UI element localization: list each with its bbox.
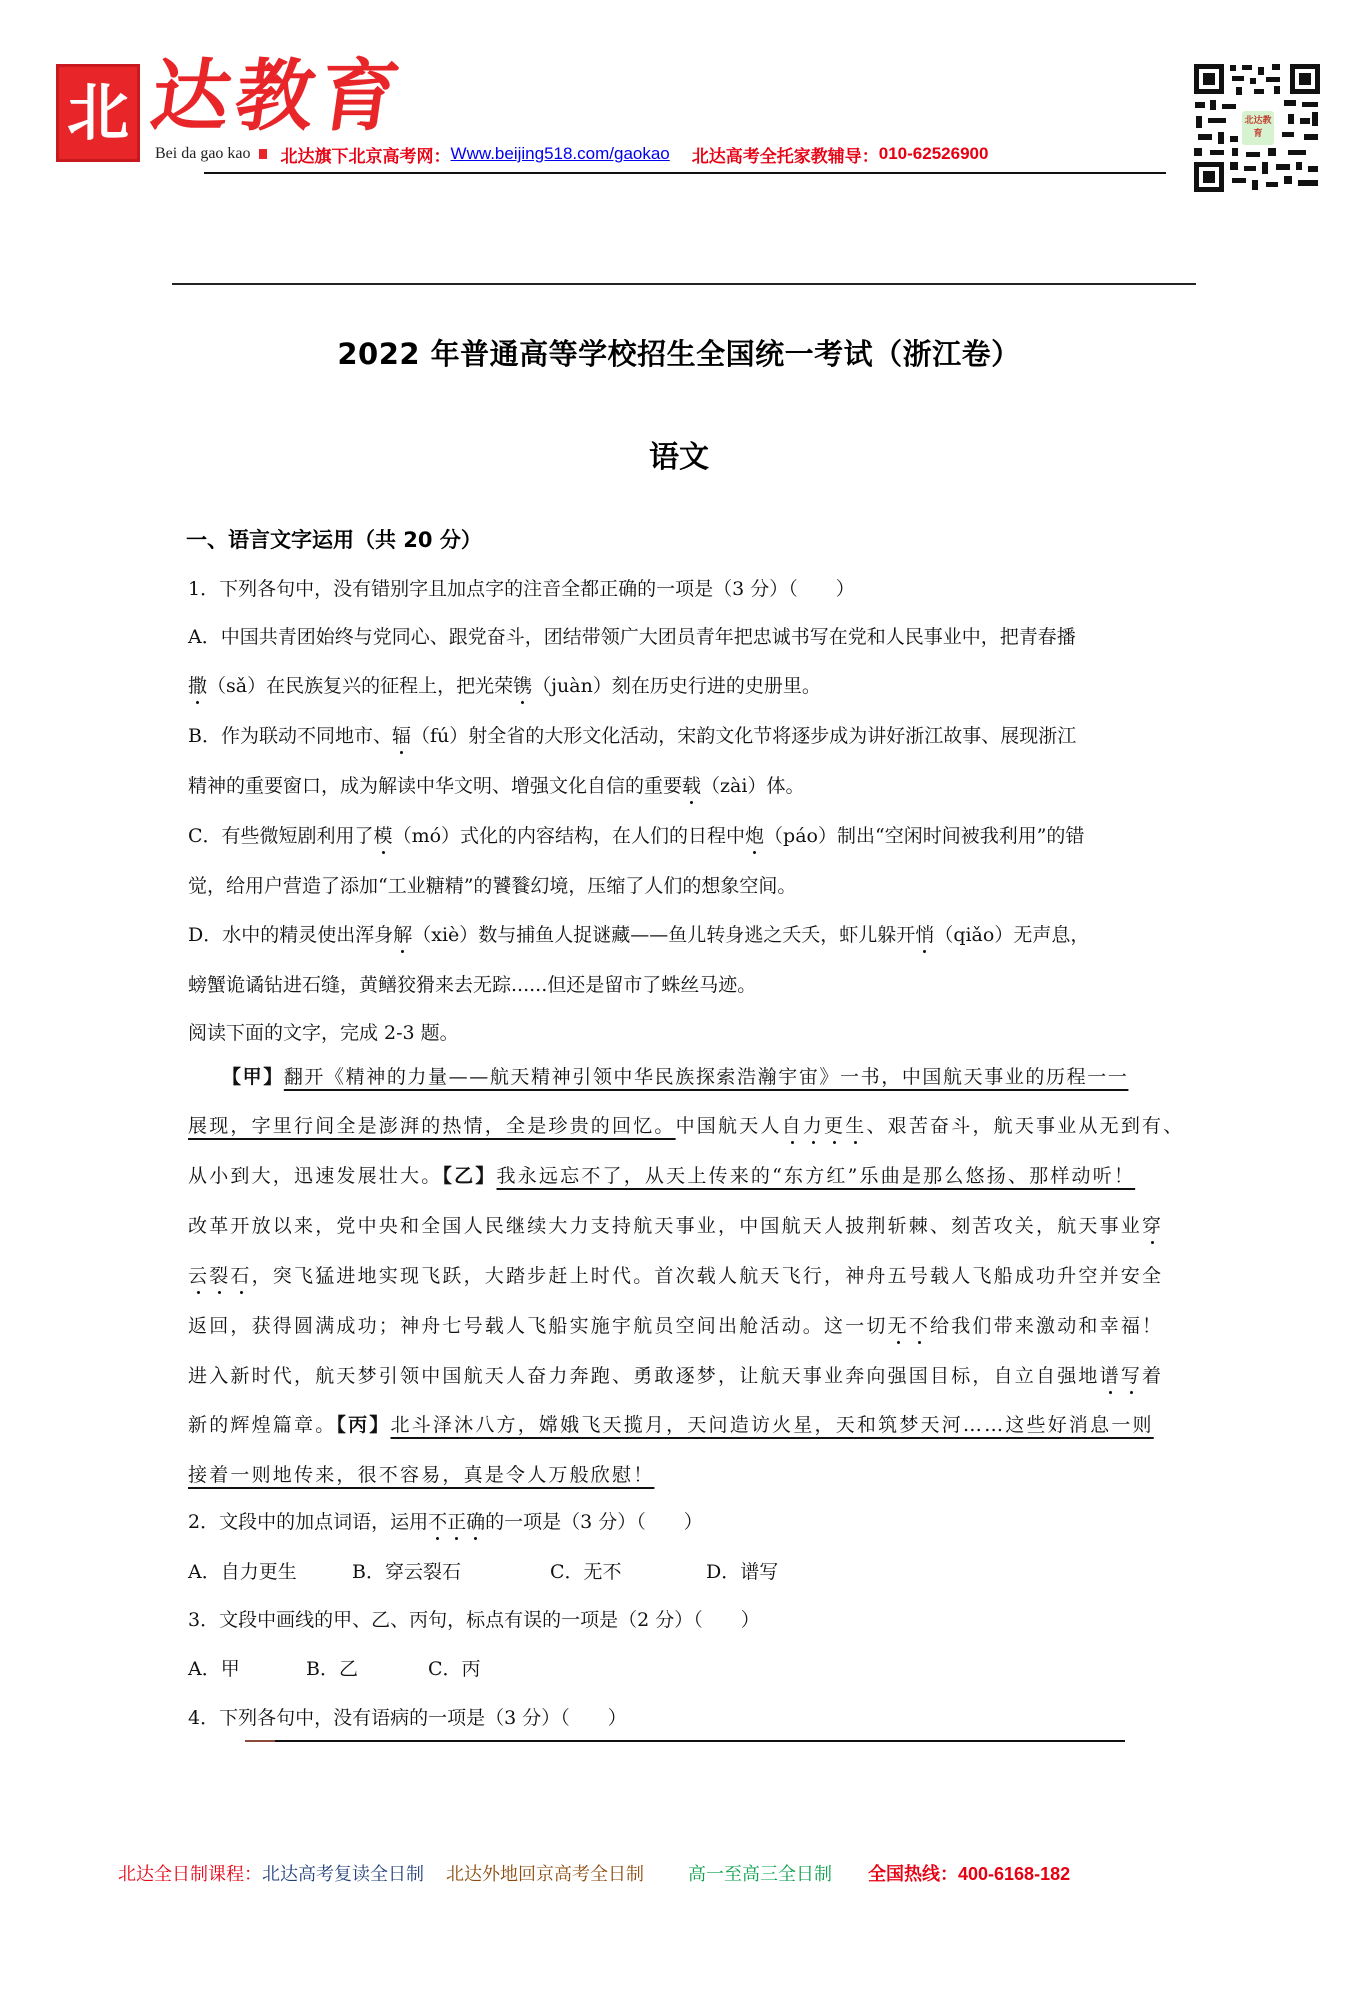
- header-tagline: [155, 142, 988, 166]
- passage-line-1: [222, 1063, 1128, 1091]
- q1-option-b-line2: [188, 772, 804, 800]
- text-segment: 从小到大，迅速发展壮大。: [188, 1165, 443, 1187]
- dotted-char: 裂: [209, 1265, 231, 1287]
- dotted-char: [428, 1511, 485, 1533]
- text-segment: ，突飞猛进地实现飞跃，大踏步赶上时代。首次载人航天飞行，神舟五号载人飞船成功升空并安全: [251, 1265, 1164, 1287]
- dotted-char: 无: [887, 1315, 909, 1337]
- text-segment: 进入新时代，航天梦引领中国航天人奋力奔跑、勇敢逐梦，让航天事业奔向强国目标，自立自强地: [188, 1365, 1100, 1387]
- dotted-char: 撒: [188, 675, 208, 697]
- text-segment: （zài）体。: [701, 775, 805, 797]
- passage-line-3: [188, 1162, 1135, 1190]
- passage-line-8: [188, 1411, 1154, 1439]
- dotted-char: 悄: [915, 924, 935, 946]
- bottom-divider: [275, 1740, 1125, 1742]
- dotted-char: 更: [824, 1115, 846, 1137]
- dotted-char: 穿: [1142, 1215, 1164, 1237]
- dotted-word-zili: [782, 1115, 867, 1137]
- qr-code-icon: [1192, 62, 1322, 194]
- logo-text: 达教育: [145, 51, 411, 142]
- passage-line-9: [188, 1461, 654, 1489]
- q1-option-d-line2: 螃蟹诡谲钻进石缝，黄鳝狡猾来去无踪......但还是留市了蛛丝马迹。: [188, 974, 757, 996]
- text-segment: 中国航天人: [675, 1115, 782, 1137]
- footer-course-1: 北达高考复读全日制: [262, 1864, 424, 1884]
- q3-option-c: C．丙: [428, 1658, 481, 1680]
- tutor-phone: 010-62526900: [878, 144, 989, 163]
- question-1-stem: 1．下列各句中，没有错别字且加点字的注音全都正确的一项是（3 分）（ ）: [188, 578, 855, 600]
- passage-line-7: [188, 1362, 1163, 1390]
- tag-yi: 【乙】: [442, 1165, 497, 1187]
- q1-option-b-line1: [188, 722, 1076, 750]
- q1-option-a-line2: [188, 672, 821, 700]
- logo-char: 北: [66, 76, 129, 149]
- q3-option-b: B．乙: [306, 1658, 358, 1680]
- q2-option-d: D．谱写: [706, 1561, 779, 1583]
- question-3-stem: 3．文段中画线的甲、乙、丙句，标点有误的一项是（2 分）（ ）: [188, 1609, 760, 1631]
- dotted-char: 确: [466, 1511, 486, 1533]
- exam-title: 2022 年普通高等学校招生全国统一考试（浙江卷）: [337, 337, 1021, 371]
- dotted-char: 载: [682, 775, 702, 797]
- text-segment: 着: [1142, 1365, 1164, 1387]
- header-divider: [204, 172, 1166, 174]
- text-segment: （fú）射全省的大形文化活动，宋韵文化节将逐步成为讲好浙江故事、展现浙江: [410, 725, 1077, 747]
- title-separator: [172, 283, 1196, 285]
- exam-subject: 语文: [649, 440, 709, 475]
- question-2-options: [188, 1558, 778, 1586]
- q1-option-c-line1: [188, 822, 1084, 850]
- dotted-char: 自: [781, 1115, 803, 1137]
- section-heading: 一、语言文字运用（共 20 分）: [186, 528, 482, 552]
- question-3-options: [188, 1655, 481, 1683]
- dotted-char: 模: [373, 825, 393, 847]
- text-segment: 给我们带来激动和幸福！: [930, 1315, 1164, 1337]
- square-bullet-icon: [259, 149, 267, 159]
- text-segment: 新的辉煌篇章。: [188, 1414, 337, 1436]
- text-segment: 、艰苦奋斗，航天事业从无到有、: [866, 1115, 1185, 1137]
- dotted-char: 不: [428, 1511, 448, 1533]
- footer-hotline: 全国热线：400-6168-182: [868, 1864, 1071, 1884]
- text-segment: 2．文段中的加点词语，运用: [188, 1511, 429, 1533]
- passage-line-6: [188, 1312, 1163, 1340]
- tag-jia: 【甲】: [222, 1066, 284, 1088]
- q3-option-a: A．甲: [188, 1658, 240, 1680]
- text-segment: 精神的重要窗口，成为解读中华文明、增强文化自信的重要: [188, 775, 683, 797]
- logo-english: Bei da gao kao: [155, 145, 251, 162]
- text-segment: （mó）式化的内容结构，在人们的日程中: [392, 825, 746, 847]
- site-link[interactable]: Www.beijing518.com/gaokao: [450, 144, 670, 163]
- dotted-char: [888, 1315, 930, 1337]
- text-segment: 改革开放以来，党中央和全国人民继续大力支持航天事业，中国航天人披荆斩棘、刻苦攻关，航天事业: [188, 1215, 1143, 1237]
- question-2-stem: [188, 1508, 703, 1536]
- footer-course-2: 北达外地回京高考全日制: [446, 1864, 644, 1884]
- text-segment: （juàn）刻在历史行进的史册里。: [532, 675, 821, 697]
- dotted-char: 云: [188, 1265, 210, 1287]
- site-label: 北达旗下北京高考网：: [280, 146, 451, 166]
- tutor-label: 北达高考全托家教辅导：: [691, 146, 879, 166]
- qr-center-badge: 北达教育: [1242, 111, 1274, 145]
- dotted-char: [782, 1115, 867, 1137]
- dotted-char: 正: [447, 1511, 467, 1533]
- text-segment: 的一项是（3 分）（ ）: [485, 1511, 703, 1533]
- dotted-char: 镌: [513, 675, 533, 697]
- footer-promo: [118, 1860, 1070, 1886]
- dotted-char: 辐: [391, 725, 411, 747]
- question-4-stem: 4．下列各句中，没有语病的一项是（3 分）（ ）: [188, 1707, 627, 1729]
- reading-intro: 阅读下面的文字，完成 2-3 题。: [188, 1022, 459, 1044]
- text-segment: C．有些微短剧利用了: [188, 825, 374, 847]
- dotted-char: 生: [845, 1115, 867, 1137]
- text-segment: 返回，获得圆满成功；神舟七号载人飞船实施宇航员空间出舱活动。这一切: [188, 1315, 888, 1337]
- q1-option-d-line1: [188, 921, 1089, 949]
- dotted-char: 写: [1120, 1365, 1143, 1387]
- underlined-sentence-yi: 我永远忘不了，从天上传来的“东方红”乐曲是那么悠扬、那样动听！: [496, 1165, 1136, 1187]
- passage-line-5: [188, 1262, 1163, 1290]
- text-segment: （páo）制出“空闲时间被我利用”的错: [764, 825, 1085, 847]
- dotted-char: [188, 1265, 252, 1287]
- text-segment: （xiè）数与捕鱼人捉谜藏——鱼儿转身逃之夭夭，虾儿躲开: [412, 924, 916, 946]
- text-segment: （sǎ）在民族复兴的征程上，把光荣: [207, 675, 514, 697]
- passage-line-4: [188, 1212, 1163, 1240]
- footer-course-3: 高一至高三全日制: [688, 1864, 832, 1884]
- dotted-char: 石: [230, 1265, 252, 1287]
- dotted-char: 谱: [1099, 1365, 1121, 1387]
- q1-option-a-line1: A．中国共青团始终与党同心、跟党奋斗，团结带领广大团员青年把忠诚书写在党和人民事业中，把青春播: [188, 626, 1076, 648]
- underlined-sentence-bing: 北斗泽沐八方，嫦娥飞天揽月，天问造访火星，天和筑梦天河……这些好消息一则: [390, 1414, 1154, 1436]
- q2-option-a: A．自力更生: [188, 1561, 297, 1583]
- text-segment: D．水中的精灵使出浑身: [188, 924, 394, 946]
- bottom-divider-accent: [245, 1740, 275, 1742]
- underlined-sentence-bing-cont: 接着一则地传来，很不容易，真是令人万般欣慰！: [188, 1464, 655, 1486]
- q1-option-c-line2: 觉，给用户营造了添加“工业糖精”的饕餮幻境，压缩了人们的想象空间。: [188, 875, 797, 897]
- dotted-char: [1100, 1365, 1142, 1387]
- logo-mark: [56, 64, 140, 162]
- dotted-char: 炮: [745, 825, 765, 847]
- footer-courses-label: 北达全日制课程：: [118, 1864, 262, 1884]
- passage-line-2: [188, 1112, 1184, 1140]
- text-segment: B．作为联动不同地市、: [188, 725, 392, 747]
- q2-option-c: C．无不: [550, 1561, 622, 1583]
- dotted-char: 力: [802, 1115, 825, 1137]
- text-segment: （qiǎo）无声息，: [934, 924, 1090, 946]
- underlined-sentence-jia: 翻开《精神的力量——航天精神引领中华民族探索浩瀚宇宙》一书，中国航天事业的历程一一: [283, 1066, 1129, 1088]
- dotted-char: 解: [393, 924, 413, 946]
- dotted-char: 不: [908, 1315, 931, 1337]
- underlined-sentence-jia-cont: 展现，字里行间全是澎湃的热情，全是珍贵的回忆。: [188, 1115, 676, 1137]
- tag-bing: 【丙】: [336, 1414, 391, 1436]
- q2-option-b: B．穿云裂石: [352, 1561, 461, 1583]
